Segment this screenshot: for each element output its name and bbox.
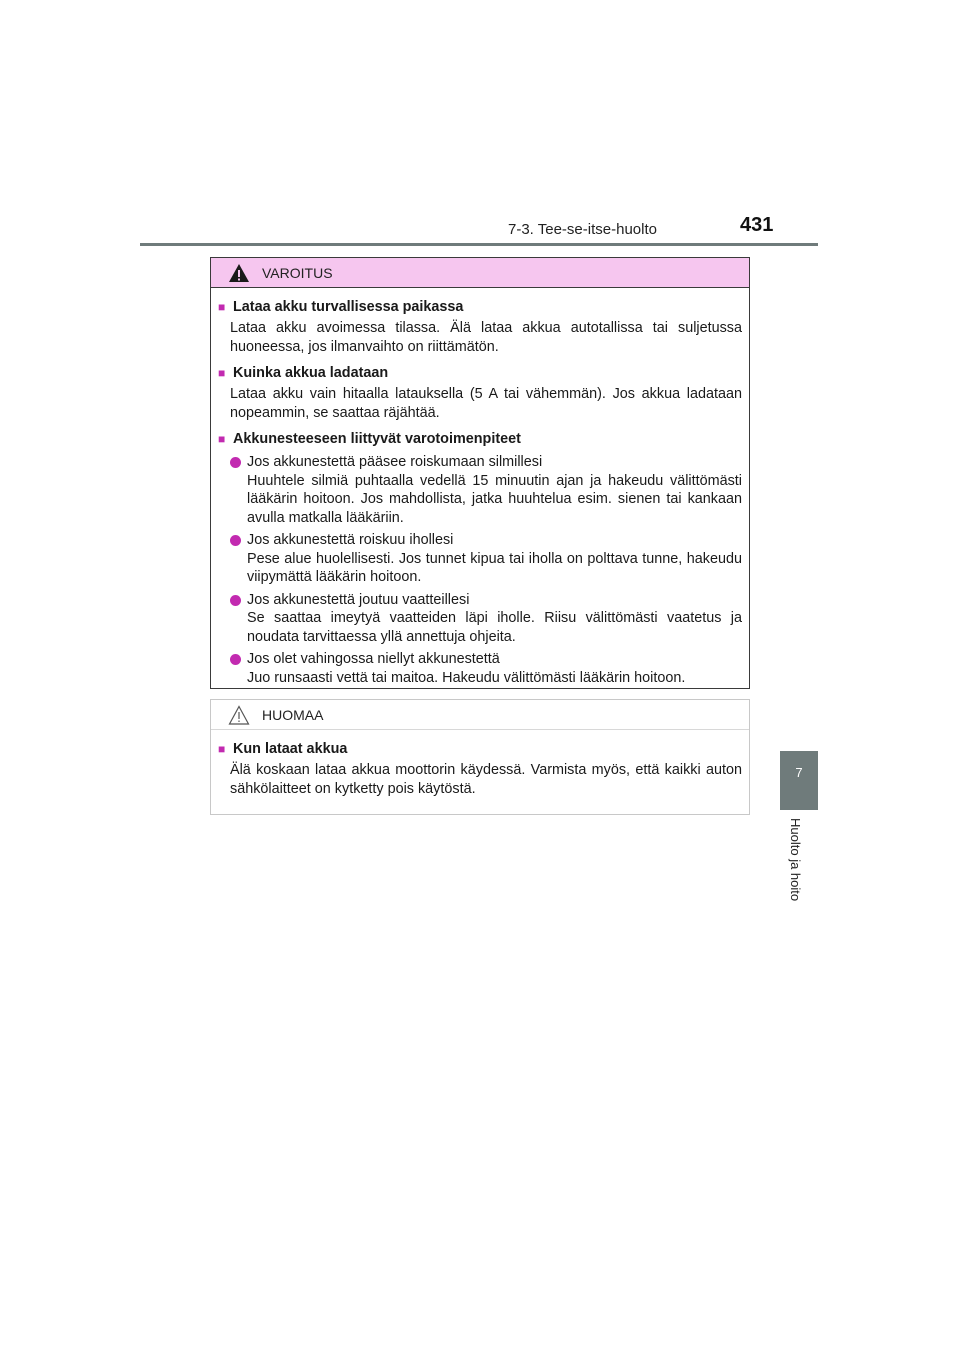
notice-box-body (211, 730, 749, 799)
warning-section (218, 429, 742, 687)
warning-triangle-icon (228, 263, 250, 283)
round-bullet-icon (230, 457, 241, 468)
section-title: Akkunesteeseen liittyvät varotoimenpiteet (233, 431, 521, 447)
round-bullet-icon (230, 654, 241, 665)
warning-box-title: VAROITUS (262, 264, 333, 281)
notice-section (218, 739, 742, 799)
list-item-text: Huuhtele silmiä puhtaalla vedellä 15 minuutin ajan ja hakeudu välittömästi lääkärin hoitoon. Jos mahdollista, jatka huuhtelua esim. sienen tai kankaan avulla matkalla lääkäriin. (247, 472, 742, 526)
header-rule (140, 243, 818, 246)
list-item (230, 531, 742, 587)
list-item-text: Se saattaa imeytyä vaatteiden läpi iholle. Riisu välittömästi vaatetus ja noudata tarvittaessa yllä annettuja ohjeita. (247, 610, 742, 645)
list-item-title: Jos akkunestettä joutuu vaatteillesi (247, 591, 470, 608)
chapter-tab (780, 751, 818, 810)
warning-box-header (211, 258, 749, 288)
list-item-title: Jos akkunestettä roiskuu ihollesi (247, 532, 454, 548)
notice-box-title: HUOMAA (262, 706, 324, 723)
chapter-number: 7 (795, 765, 803, 780)
list-item-title: Jos akkunestettä pääsee roiskumaan silmillesi (247, 454, 543, 470)
chapter-side-label: Huolto ja hoito (788, 818, 803, 902)
section-text: Lataa akku avoimessa tilassa. Älä lataa akkua autotallissa tai suljetussa huoneessa, jos ilmanvaihto on riittämätön. (230, 320, 742, 355)
caution-triangle-icon (228, 705, 250, 725)
header-section-title: 7-3. Tee-se-itse-huolto (508, 221, 657, 238)
list-item-text: Pese alue huolellisesti. Jos tunnet kipua tai iholla on polttava tunne, hakeudu viipymättä lääkärin hoitoon. (247, 550, 742, 585)
warning-section (218, 297, 742, 357)
section-title: Kun lataat akkua (233, 741, 348, 757)
warning-section (218, 363, 742, 423)
square-bullet-icon: ■ (218, 300, 226, 314)
warning-box-body (211, 288, 749, 687)
section-title: Kuinka akkua ladataan (233, 365, 389, 381)
notice-box (210, 699, 750, 815)
round-bullet-icon (230, 535, 241, 546)
section-text: Lataa akku vain hitaalla latauksella (5 A tai vähemmän). Jos akkua ladataan nopeammin, se saattaa räjähtää. (230, 386, 742, 421)
list-item (230, 650, 742, 687)
list-item (230, 453, 742, 527)
section-text: Älä koskaan lataa akkua moottorin käydessä. Varmista myös, että kaikki auton sähkölaitteet on kytketty pois käytöstä. (230, 762, 742, 797)
notice-box-header (211, 700, 749, 730)
round-bullet-icon (230, 595, 241, 606)
square-bullet-icon: ■ (218, 366, 226, 380)
list-item-text: Juo runsaasti vettä tai maitoa. Hakeudu välittömästi lääkärin hoitoon. (247, 669, 686, 686)
square-bullet-icon: ■ (218, 432, 226, 446)
section-title: Lataa akku turvallisessa paikassa (233, 299, 464, 315)
warning-box (210, 257, 750, 689)
list-item (230, 591, 742, 647)
page-number: 431 (740, 214, 774, 236)
square-bullet-icon: ■ (218, 742, 226, 756)
list-item-title: Jos olet vahingossa niellyt akkunestettä (247, 651, 500, 667)
